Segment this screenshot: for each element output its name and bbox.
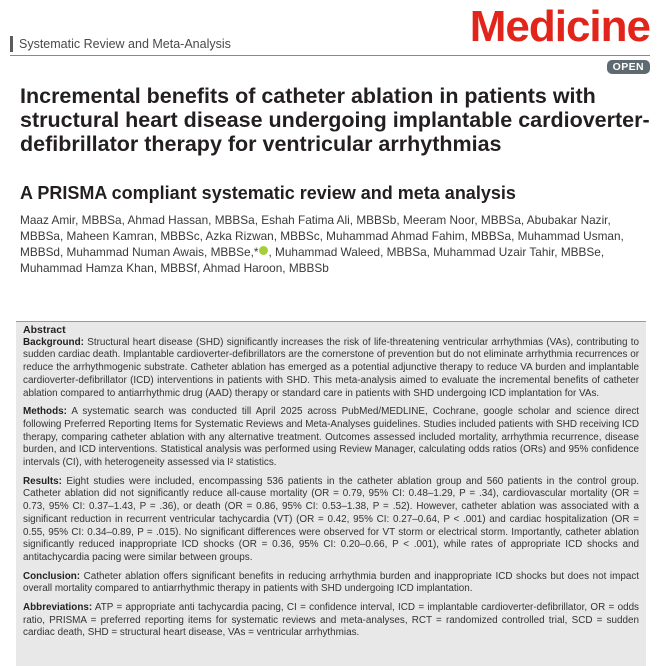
abstract-conclusion <box>23 571 639 596</box>
article-title: Incremental benefits of catheter ablation in patients with structural heart disease undergoing implantable cardioverter-defibrillator therapy for ventricular arrhythmias <box>20 84 650 156</box>
abbreviations-label: Abbreviations: <box>23 602 93 614</box>
journal-logo: Medicine <box>469 2 650 51</box>
abstract-results <box>23 476 639 565</box>
background-text: Structural heart disease (SHD) significantly increases the risk of life-threatening ventricular arrhythmias (VAs), contributing to sudden cardiac death. Implantable cardioverter-defibrillators are the cornerstone of prevention but do not eliminate arrhythmia recurrences or reduce the arrhythmogenic substrate. Catheter ablation has emerged as a potential adjunctive therapy to reduce VA burden and implantable cardioverter-defibrillator (ICD) interventions in patients with SHD. This meta-analysis aimed to evaluate the incremental benefits of catheter ablation compared to antiarrhythmic drug (AAD) therapy or standard care in patients with SHD undergoing ICD implantation for VAs. <box>23 336 639 399</box>
open-access-badge: OPEN <box>607 60 650 74</box>
article-subtitle: A PRISMA compliant systematic review and meta analysis <box>20 183 516 203</box>
author-names-cont: , Muhammad Waleed, MBBSa, Muhammad Uzair Tahir, MBBSe, Muhammad Hamza Khan, MBBSf, Ahmad Haroon, MBBSb <box>20 245 605 275</box>
abstract-abbreviations <box>23 602 639 640</box>
abstract-background <box>23 337 639 401</box>
abstract-box <box>16 321 646 666</box>
conclusion-label: Conclusion: <box>23 570 81 582</box>
author-names: Maaz Amir, MBBSa, Ahmad Hassan, MBBSa, Eshah Fatima Ali, MBBSb, Meeram Noor, MBBSa, Abubakar Nazir, MBBSa, Maheen Kamran, MBBSc, Azka Rizwan, MBBSc, Muhammad Ahmad Fahim, MBBSa, Muhammad Usman, MBBSd, Muhammad Numan Awais, MBBSe,* <box>20 213 624 259</box>
section-tag: Systematic Review and Meta-Analysis <box>10 36 231 52</box>
conclusion-text: Catheter ablation offers significant benefits in reducing arrhythmia burden and inappropriate ICD shocks but does not impact overall mortality compared to antiarrhythmic therapy in patients with SHD undergoing ICD implantation. <box>23 570 640 595</box>
abstract-heading: Abstract <box>23 324 66 336</box>
results-label: Results: <box>23 475 62 487</box>
background-label: Background: <box>23 336 84 348</box>
methods-text: A systematic search was conducted till April 2025 across PubMed/MEDLINE, Cochrane, google scholar and science direct following Preferred Reporting Items for Systematic Reviews and Meta-Analyses guidelines. Studies included patients with SHD receiving ICD therapy, comparing catheter ablation with any alternative treatment. Outcomes assessed included mortality, arrhythmia recurrence, disease burden, and ICD interventions. Statistical analysis was performed using Review Manager, calculating odds ratios (ORs) and 95% confidence intervals (CI), with heterogeneity assessed via I² statistics. <box>23 406 640 469</box>
abstract-methods <box>23 406 639 470</box>
results-text: Eight studies were included, encompassing 536 patients in the catheter ablation group and 560 patients in the control group. Catheter ablation did not significantly reduce all-cause mortality (OR = 0.79, 95% CI: 0.48–1.29, P = .34), cardiovascular mortality (OR = 0.73, 95% CI: 0.37–1.43, P = .36), or death (OR = 0.86, 95% CI: 0.53–1.38, P = .52). However, catheter ablation was associated with a significant reduction in recurrent ventricular tachycardia (VT) (OR = 0.42, 95% CI: 0.27–0.64, P < .001) and cardiac hospitalization (OR = 0.55, 95% CI: 0.34–0.89, P = .015). No significant differences were observed for VT storm or electrical storm. Importantly, catheter ablation significantly reduced inappropriate ICD shocks (OR = 0.36, 95% CI: 0.20–0.66, P < .001), while rates of appropriate ICD shocks and antitachycardia pacing were similar between groups. <box>23 475 640 563</box>
author-list <box>20 212 648 276</box>
methods-label: Methods: <box>23 406 67 418</box>
abbreviations-text: ATP = appropriate anti tachycardia pacing, CI = confidence interval, ICD = implantable cardioverter-defibrillator, OR = odds ratio, PRISMA = preferred reporting items for systematic reviews and meta-analyses, RCT = randomized controlled trial, SCD = sudden cardiac death, SHD = structural heart disease, VAs = ventricular arrhythmias. <box>23 602 639 639</box>
